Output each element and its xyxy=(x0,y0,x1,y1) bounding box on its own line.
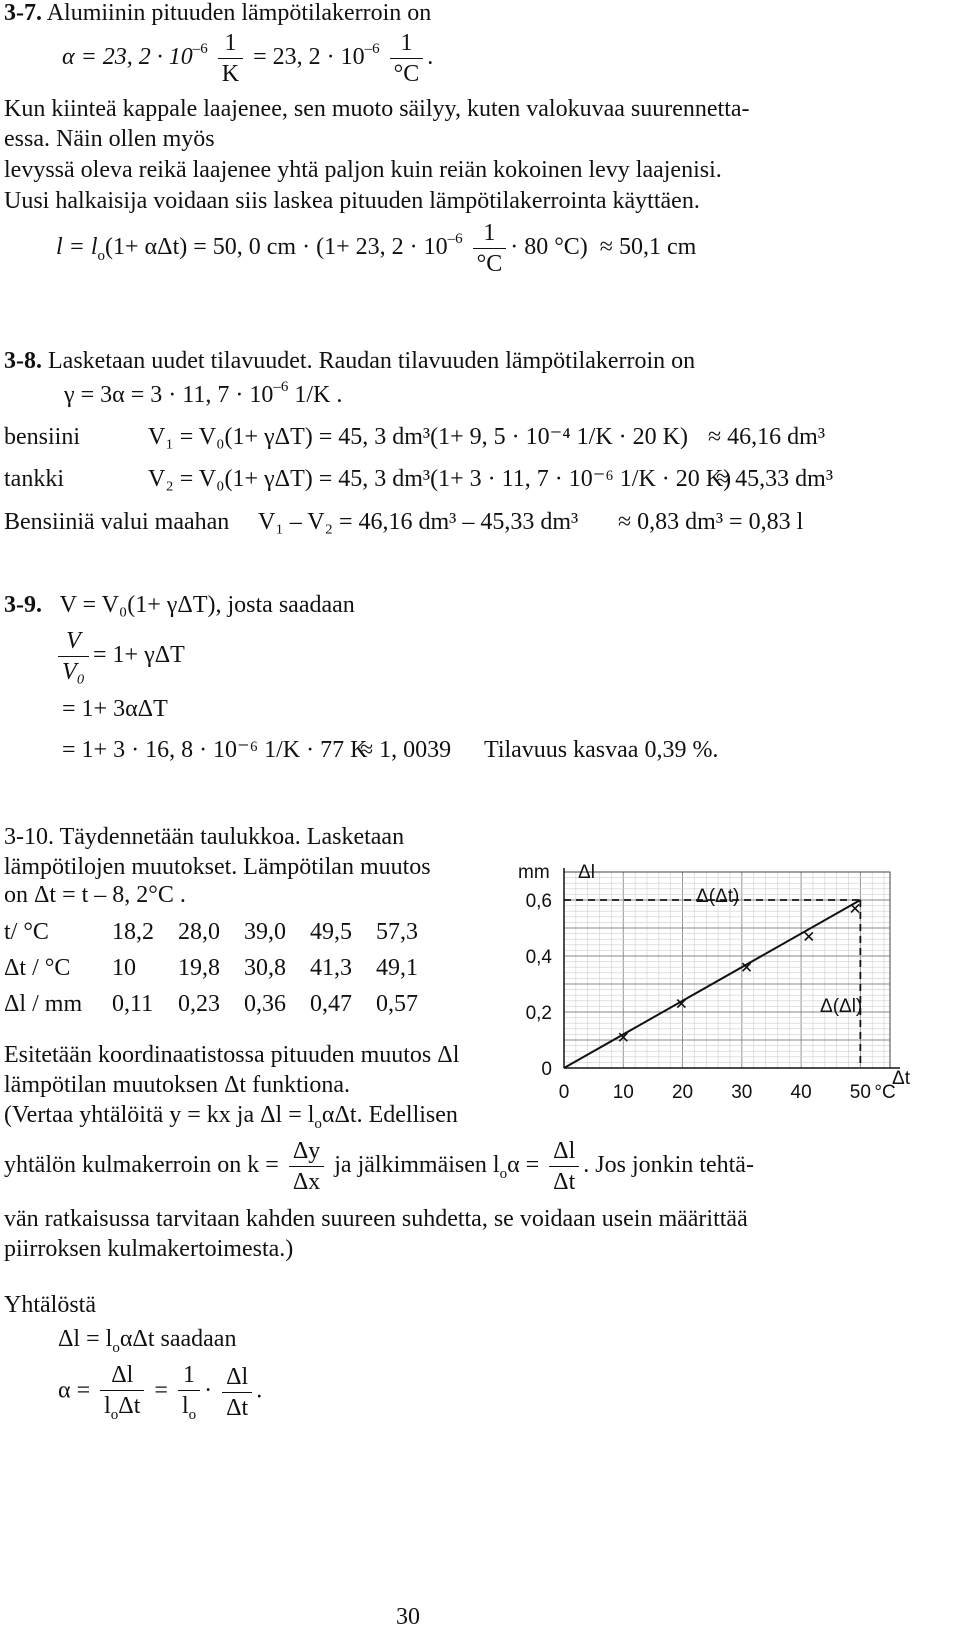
p310-yht-frac2-den-sub: o xyxy=(188,1407,197,1423)
p37-formula-c: · 80 °C) xyxy=(510,234,588,261)
table-cell: 10 xyxy=(112,954,136,981)
table-cell: 30,8 xyxy=(244,954,286,981)
p39-eq3: = 1+ 3αΔT xyxy=(62,696,168,722)
x-axis-label: Δt xyxy=(892,1068,910,1089)
p38-heading: 3-8. xyxy=(4,348,42,374)
p37-frac-C-den: °C xyxy=(393,61,420,87)
p37-exp1: –6 xyxy=(192,41,208,58)
p310-text-c xyxy=(4,1100,458,1133)
p310-frac-k-den: Δx xyxy=(292,1169,321,1195)
p37-alpha-equation xyxy=(62,28,433,89)
table-cell: 18,2 xyxy=(112,918,154,945)
table-cell: 0,57 xyxy=(376,990,418,1017)
p310-yht-frac2-den-l: l xyxy=(181,1393,189,1419)
p37-formula-sub: o xyxy=(97,248,106,265)
p310-line3: on Δt = t – 8, 2°C . xyxy=(4,882,186,908)
p39-frac-den: V₀ xyxy=(62,659,86,685)
table-cell: 0,23 xyxy=(178,990,220,1017)
p37-frac-K xyxy=(218,28,243,89)
p310-frac-l-num: Δl xyxy=(549,1136,579,1167)
p39-frac-num: V xyxy=(58,626,89,657)
p39-eq2 xyxy=(58,626,185,687)
p37-eq-mid: = 23, 2 · 10 xyxy=(247,44,365,71)
p37-formula-b: (1+ αΔt) = 50, 0 cm · (1+ 23, 2 · 10 xyxy=(105,234,448,261)
p37-text3: levyssä oleva reikä laajenee yhtä paljon kuin reiän kokoinen levy laajenisi. xyxy=(4,157,722,183)
p310-yht-frac1-num: Δl xyxy=(100,1360,144,1391)
p39-frac xyxy=(58,626,89,687)
p310-text-c-sub: o xyxy=(314,1116,322,1132)
p37-alpha-lhs: α = 23, 2 · 10 xyxy=(62,44,193,71)
p37-formula xyxy=(56,218,696,279)
table-cell: 0,47 xyxy=(310,990,352,1017)
p37-formula-frac xyxy=(473,218,507,279)
p37-formula-result: ≈ 50,1 cm xyxy=(599,234,697,261)
p310-text-b: lämpötilan muutoksen Δt funktiona. xyxy=(4,1072,351,1098)
p39-eq4-note: Tilavuus kasvaa 0,39 %. xyxy=(484,737,719,763)
p38-heading-line xyxy=(4,346,695,376)
p310-yht-frac2 xyxy=(178,1360,200,1424)
p38-gamma-equation xyxy=(64,380,342,413)
p38-row1-eq: V₁ = V₀(1+ γΔT) = 45, 3 dm³(1+ 9, 5 · 10⁻⁴ 1/K · 20 K) xyxy=(148,424,688,450)
table-row xyxy=(4,986,442,1022)
p39-eq4-result: ≈ 1, 0039 xyxy=(360,737,452,763)
table-cell: 0,36 xyxy=(244,990,286,1017)
p37-frac-C-num: 1 xyxy=(390,28,424,59)
p310-yht-title: Yhtälöstä xyxy=(4,1292,96,1318)
p310-yht-frac2-num: 1 xyxy=(178,1360,200,1391)
p38-row1-result: ≈ 46,16 dm³ xyxy=(708,424,826,450)
p37-formula-frac-num: 1 xyxy=(473,218,507,249)
p37-formula-frac-den: °C xyxy=(476,251,503,277)
annotation-delta-delta-t: Δ(Δt) xyxy=(696,886,740,907)
p310-yht-frac3-den: Δt xyxy=(226,1394,249,1421)
y-unit-label: mm xyxy=(518,862,550,883)
p38-row3-eq: V₁ – V₂ = 46,16 dm³ – 45,33 dm³ xyxy=(258,509,579,535)
p37-frac-K-num: 1 xyxy=(218,28,243,59)
x-tick-label: 10 xyxy=(612,1082,634,1103)
p38-row2-result: ≈ 45,33 dm³ xyxy=(716,466,834,492)
p39-heading: 3-9. xyxy=(4,592,42,618)
table-row-label: t/ °C xyxy=(4,918,49,945)
x-tick-label: 40 xyxy=(790,1082,812,1103)
p310-text-f: piirroksen kulmakertoimesta.) xyxy=(4,1236,294,1262)
p37-frac-K-den: K xyxy=(221,61,240,87)
p37-period: . xyxy=(427,44,434,71)
p38-gamma-lhs: γ = 3α = 3 · 11, 7 · 10 xyxy=(64,382,274,408)
p310-text-d-pre: yhtälön kulmakerroin on k = xyxy=(4,1152,279,1179)
table-cell: 19,8 xyxy=(178,954,220,981)
x-tick-label: 50 xyxy=(849,1082,871,1103)
p39-eq1: V = V₀(1+ γΔT) xyxy=(59,592,216,618)
y-tick-label: 0,2 xyxy=(525,1003,552,1024)
p310-yht-eq1-a: Δl = l xyxy=(58,1326,113,1352)
x-tick-label: 0 xyxy=(558,1082,570,1103)
x-tick-label: 20 xyxy=(671,1082,694,1103)
table-cell: 41,3 xyxy=(310,954,352,981)
y-tick-label: 0,4 xyxy=(525,947,552,968)
p39-line1 xyxy=(4,590,355,620)
table-row-label: Δl / mm xyxy=(4,990,83,1017)
p310-text-d-mid: ja jälkimmäisen l xyxy=(334,1152,500,1179)
delta-l-chart xyxy=(510,850,950,1140)
p310-frac-k xyxy=(289,1136,324,1197)
p38-row3-result: ≈ 0,83 dm³ = 0,83 l xyxy=(618,509,804,535)
p310-yht-alpha: α = $\frac{\Delta l}{l_o\Delta t}$ = $\frac{1}{l_o}$ · $\frac{\Delta l}{\Delta t}$ . xyxy=(58,1362,263,1423)
p310-text-d-sub: o xyxy=(499,1166,508,1183)
p310-yht-eq-sign: = xyxy=(154,1377,168,1404)
p37-intro: Alumiinin pituuden lämpötilakerroin on xyxy=(46,0,432,26)
p37-formula-exp: –6 xyxy=(447,231,463,248)
p37-text4: Uusi halkaisija voidaan siis laskea pituuden lämpötilakerrointa käyttäen. xyxy=(4,188,700,214)
p39-eq2-text: = 1+ γΔT xyxy=(93,642,185,669)
p37-text2: essa. Näin ollen myös xyxy=(4,126,215,152)
p310-text-a: Esitetään koordinaatistossa pituuden muutos Δl xyxy=(4,1042,460,1068)
p37-exp2: –6 xyxy=(364,41,380,58)
p38-intro: Lasketaan uudet tilavuudet. Raudan tilavuuden lämpötilakerroin on xyxy=(48,348,696,374)
p310-text-d-tail: . Jos jonkin tehtä- xyxy=(583,1152,754,1179)
p310-yht-frac1-den-l: l xyxy=(104,1393,111,1419)
table-cell: 49,5 xyxy=(310,918,352,945)
y-tick-label: 0,6 xyxy=(525,891,552,912)
data-table xyxy=(4,914,442,1022)
p310-frac-k-num: Δy xyxy=(289,1136,324,1167)
p310-yht-frac3 xyxy=(222,1362,252,1423)
p310-line1-text: Täydennetään taulukkoa. Lasketaan xyxy=(59,824,405,850)
table-cell: 28,0 xyxy=(178,918,220,945)
p37-formula-a: l = l xyxy=(56,234,98,261)
table-row-label: Δt / °C xyxy=(4,954,71,981)
p310-yht-frac1 xyxy=(100,1360,144,1424)
x-tick-label: 30 xyxy=(731,1082,753,1103)
p310-heading: 3-10. xyxy=(4,824,54,850)
p310-frac-l-den: Δt xyxy=(553,1169,576,1195)
p310-yht-alpha-lhs: α = xyxy=(58,1377,91,1404)
p38-row2-label: tankki xyxy=(4,466,64,492)
p310-yht-frac1-den xyxy=(100,1391,144,1424)
p310-text-d-mid2: α = xyxy=(507,1152,540,1179)
p310-yht-frac1-den-sub: o xyxy=(110,1407,119,1423)
p38-gamma-exp: –6 xyxy=(273,379,289,395)
p310-yht-frac2-den xyxy=(178,1391,200,1424)
p37-text1: Kun kiinteä kappale laajenee, sen muoto säilyy, kuten valokuvaa suurennetta- xyxy=(4,96,750,122)
table-cell: 0,11 xyxy=(112,990,154,1017)
table-row xyxy=(4,914,442,950)
x-unit-label: °C xyxy=(874,1082,896,1103)
y-tick-label: 0 xyxy=(541,1059,552,1080)
p310-yht-end: . xyxy=(256,1377,263,1404)
p39-eq4: = 1+ 3 · 16, 8 · 10⁻⁶ 1/K · 77 K xyxy=(62,737,368,763)
p310-line2: lämpötilojen muutokset. Lämpötilan muutos xyxy=(4,854,431,880)
p310-frac-l xyxy=(549,1136,579,1197)
table-cell: 39,0 xyxy=(244,918,286,945)
p310-line1 xyxy=(4,822,404,852)
annotation-delta-delta-l: Δ(Δl) xyxy=(820,996,863,1017)
p310-yht-frac1-den-tail: Δt xyxy=(118,1393,141,1419)
p310-text-d xyxy=(4,1136,754,1197)
table-cell: 57,3 xyxy=(376,918,418,945)
p310-yht-eq1-sub: o xyxy=(112,1340,120,1356)
p310-text-c-tail: αΔt. Edellisen xyxy=(321,1102,458,1128)
p37-heading: 3-7. xyxy=(4,0,42,26)
p38-row3-text: Bensiiniä valui maahan xyxy=(4,509,230,535)
p37-frac-C xyxy=(390,28,424,89)
table-cell: 49,1 xyxy=(376,954,418,981)
p310-text-c-a: (Vertaa yhtälöitä y = kx ja Δl = l xyxy=(4,1102,315,1128)
p310-yht-eq1 xyxy=(58,1324,236,1357)
p38-row1-label: bensiini xyxy=(4,424,80,450)
y-axis-label: Δl xyxy=(578,862,595,883)
page-number: 30 xyxy=(396,1604,420,1630)
p38-gamma-unit: 1/K . xyxy=(288,382,343,408)
p38-row2-eq: V₂ = V₀(1+ γΔT) = 45, 3 dm³(1+ 3 · 11, 7 · 10⁻⁶ 1/K · 20 K) xyxy=(148,466,732,492)
p310-yht-eq1-tail: αΔt saadaan xyxy=(119,1326,237,1352)
table-row xyxy=(4,950,442,986)
p39-eq1-tail: , josta saadaan xyxy=(215,592,355,618)
p310-text-e: vän ratkaisussa tarvitaan kahden suureen suhdetta, se voidaan usein määrittää xyxy=(4,1206,748,1232)
p310-yht-frac3-num: Δl xyxy=(222,1362,252,1393)
p37-heading-line xyxy=(4,0,431,28)
